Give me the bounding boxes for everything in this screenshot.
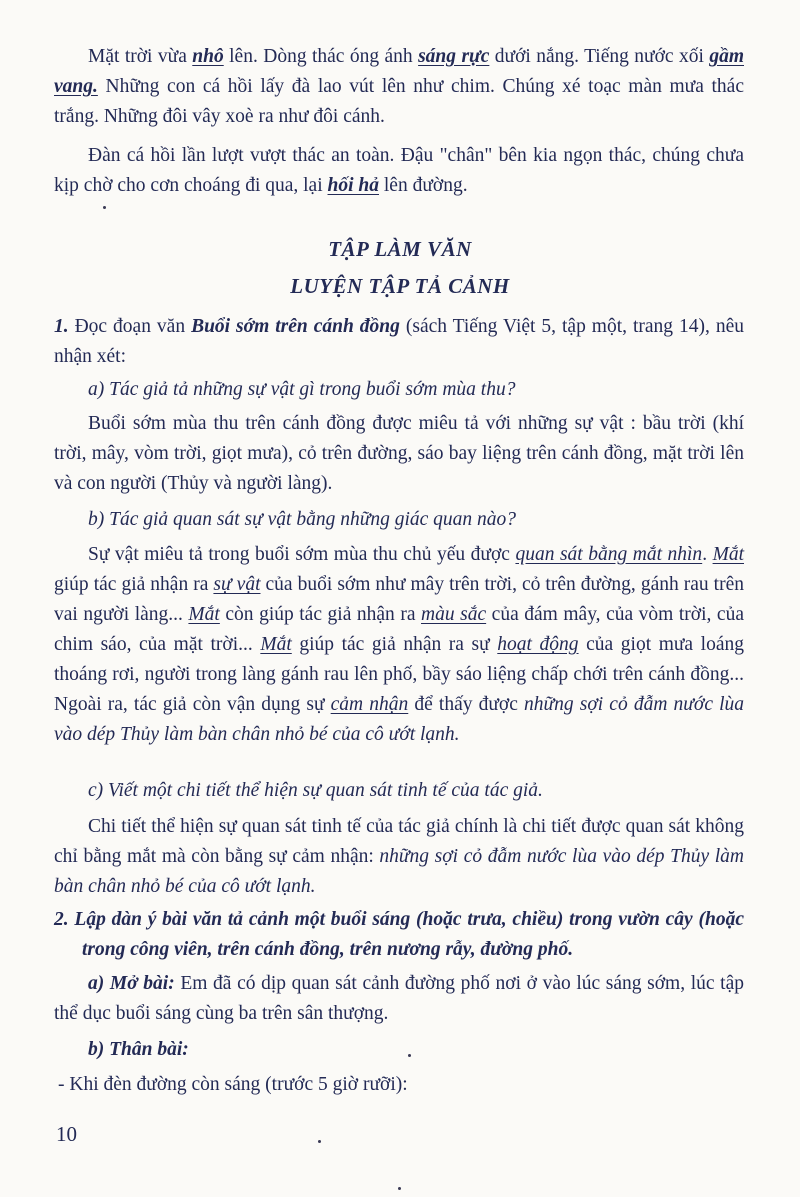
text-run: (sách Tiếng Việt 5, tập một, trang 14), nêu nhận xét: <box>54 316 745 367</box>
print-speck <box>408 1054 411 1057</box>
outline-item: - Khi đèn đường còn sáng (trước 5 giờ rưỡi): <box>58 1074 408 1095</box>
section-heading: TẬP LÀM VĂN <box>328 237 472 261</box>
text-run: Những con cá hồi lấy đà lao vút lên như chim. Chúng xé toạc màn mưa thác trắng. Những đôi vây xoè ra như đôi cánh. <box>54 76 744 127</box>
question-1c: c) Viết một chi tiết thể hiện sự quan sát tinh tế của tác giả. <box>88 780 543 801</box>
outline-label: a) Mở bài: <box>88 973 175 994</box>
underlined-word: nhô <box>192 46 224 67</box>
section-subheading: LUYỆN TẬP TẢ CẢNH <box>290 274 510 298</box>
question-1 <box>54 312 744 372</box>
text-run: lên. Dòng thác óng ánh <box>223 46 419 67</box>
text-run: để thấy được <box>408 694 525 715</box>
text-run: giúp tác giả nhận ra sự <box>291 634 498 655</box>
answer-1b <box>54 540 744 750</box>
outline-intro <box>54 969 744 1029</box>
italic-quote: những sợi cỏ đẫm nước lùa vào dép Thủy làm bàn chân nhỏ bé của cô ướt lạnh. <box>54 694 745 745</box>
text-run: của buổi sớm như mây trên trời, cỏ trên đường, gánh rau trên vai người làng... <box>54 574 744 625</box>
outline-body-label: b) Thân bài: <box>88 1039 189 1060</box>
text-run: Sự vật miêu tả trong buổi sớm mùa thu chủ yếu được <box>88 544 516 565</box>
underlined-phrase: quan sát bằng mắt nhìn <box>515 544 703 565</box>
question-1a: a) Tác giả tả những sự vật gì trong buổi sớm mùa thu? <box>88 379 516 400</box>
print-speck <box>398 1187 401 1190</box>
text-run: của giọt mưa loáng thoáng rơi, người trong làng gánh rau lên phố, bầy sáo liệng chấp chới trên cánh đồng... Ngoài ra, tác giả còn vận dụng sự <box>54 634 744 715</box>
answer-1a: Buổi sớm mùa thu trên cánh đồng được miêu tả với những sự vật : bầu trời (khí trời, mây, vòm trời, giọt mưa), cỏ trên đường, sáo bay liệng trên cánh đồng, mặt trời lên và con người (Thủy và người làng). <box>54 413 744 494</box>
question-2: 2. Lập dàn ý bài văn tả cảnh một buổi sáng (hoặc trưa, chiều) trong vườn cây (hoặc trong công viên, trên cánh đồng, trên nương rẫy, đường phố. <box>54 909 744 960</box>
underlined-word: gầm vang. <box>54 46 744 97</box>
text-run: Đàn cá hồi lần lượt vượt thác an toàn. Đậu "chân" bên kia ngọn thác, chúng chưa kịp chờ cho cơn choáng đi qua, lại <box>54 145 744 196</box>
text-run: Mặt trời vừa <box>88 46 193 67</box>
text-run: của đám mây, của vòm trời, của chim sáo, của mặt trời... <box>54 604 744 655</box>
text-run: Em đã có dịp quan sát cảnh đường phố nơi ở vào lúc sáng sớm, lúc tập thể dục buổi sáng cùng ba trên sân thượng. <box>54 973 744 1024</box>
underlined-phrase: Mắt <box>712 544 744 565</box>
paragraph-salmon-1 <box>54 42 744 132</box>
underlined-phrase: cảm nhận <box>330 694 409 715</box>
underlined-phrase: Mắt <box>260 634 292 655</box>
paragraph-salmon-2 <box>54 141 744 201</box>
underlined-phrase: Mắt <box>188 604 220 625</box>
question-number: 1. <box>54 316 69 337</box>
italic-quote: những sợi cỏ đẫm nước lùa vào dép Thủy làm bàn chân nhỏ bé của cô ướt lạnh. <box>54 846 744 897</box>
text-run: lên đường. <box>379 175 468 196</box>
page-number: 10 <box>56 1122 77 1146</box>
underlined-phrase: hoạt động <box>497 634 579 655</box>
answer-1c <box>54 812 744 902</box>
underlined-word: sáng rực <box>418 46 490 67</box>
underlined-phrase: màu sắc <box>421 604 487 625</box>
book-title: Buổi sớm trên cánh đồng <box>191 316 400 337</box>
text-run: Chi tiết thể hiện sự quan sát tinh tế của tác giả chính là chi tiết được quan sát không chỉ bằng mắt mà còn bằng sự cảm nhận: <box>54 816 744 867</box>
print-speck <box>103 206 106 209</box>
text-run: còn giúp tác giả nhận ra <box>219 604 422 625</box>
print-speck <box>318 1140 321 1143</box>
underlined-phrase: sự vật <box>213 574 261 595</box>
question-1b: b) Tác giả quan sát sự vật bằng những giác quan nào? <box>88 509 517 530</box>
underlined-word: hối hả <box>327 175 379 196</box>
text-run: dưới nắng. Tiếng nước xối <box>489 46 710 67</box>
text-run: . <box>702 544 713 565</box>
text-run: giúp tác giả nhận ra <box>54 574 214 595</box>
text-run: Đọc đoạn văn <box>68 316 192 337</box>
